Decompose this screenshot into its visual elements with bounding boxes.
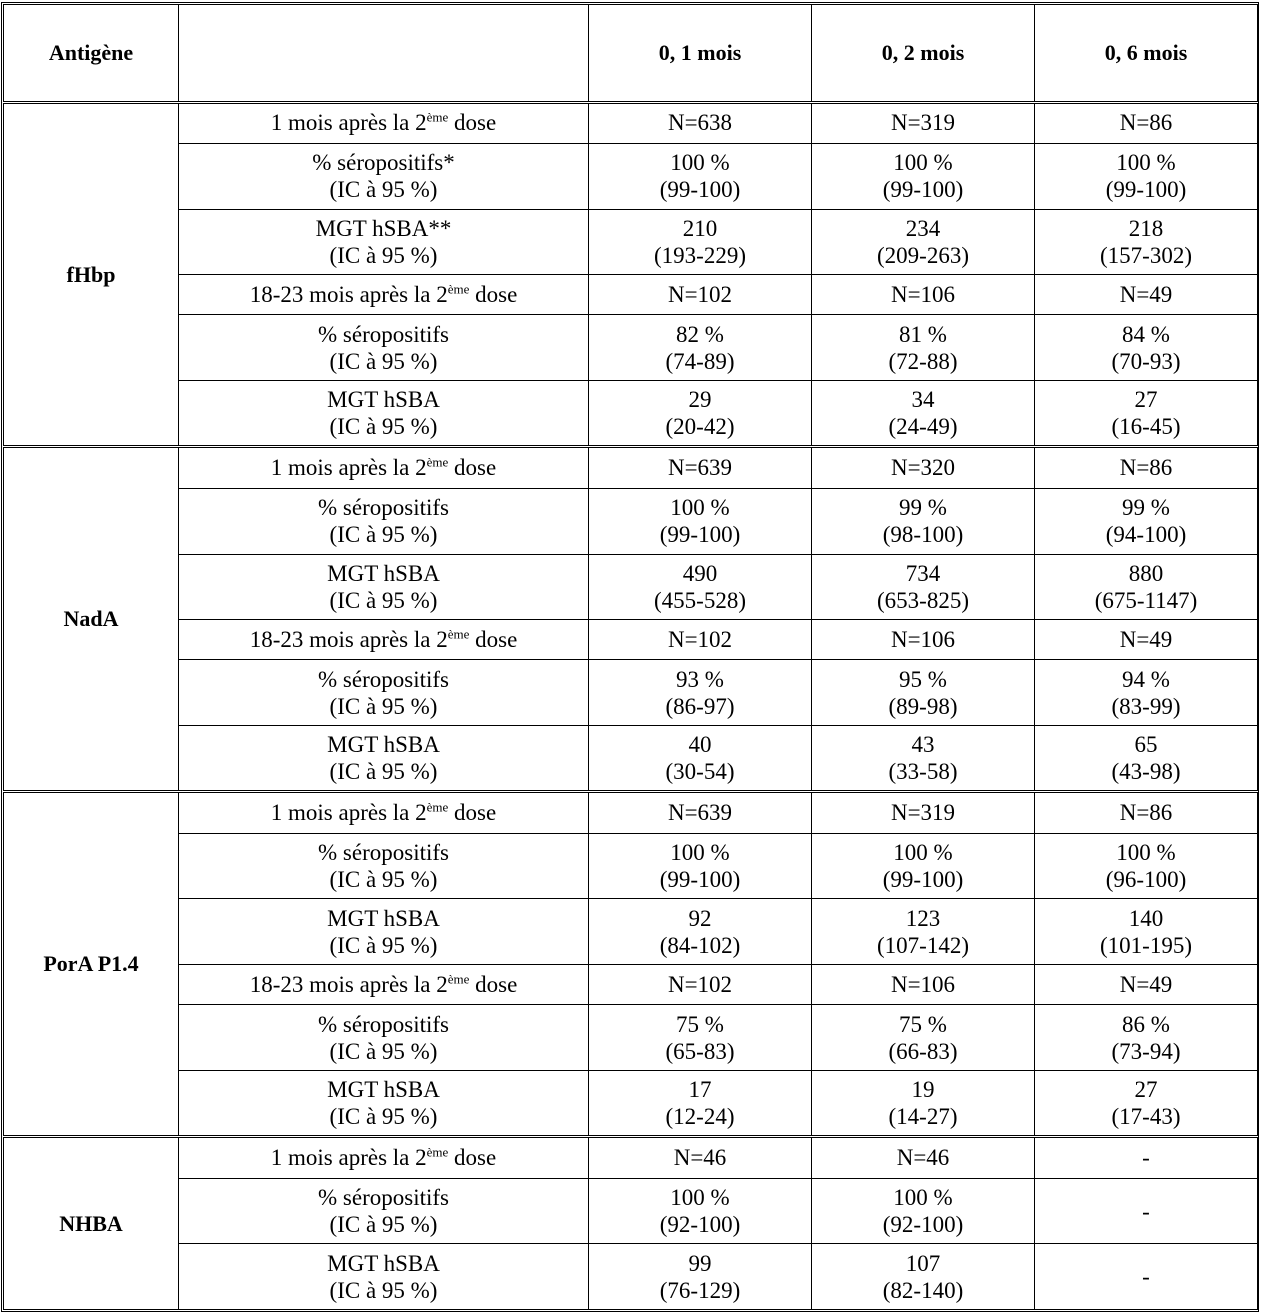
timepoint-label-dose: dose	[469, 281, 518, 307]
seropositive-value-value: 75 %	[676, 1011, 724, 1037]
header-row	[4, 5, 1258, 103]
mgt-label-value: MGT hSBA	[327, 560, 440, 586]
mgt-value-value: 27	[1134, 387, 1158, 413]
antigen-name: PorA P1.4	[4, 792, 179, 1137]
mgt-value-ci: (12-24)	[665, 1104, 735, 1130]
seropositive-value-value: 86 %	[1122, 1011, 1170, 1037]
seropositive-value	[589, 144, 812, 209]
seropositive-value	[589, 834, 812, 899]
seropositive-value-value: 100 %	[1116, 840, 1176, 866]
table-row	[4, 899, 1258, 964]
timepoint-label-text: 18-23 mois après la 2	[249, 281, 448, 307]
mgt-value	[589, 380, 812, 447]
seropositive-value-ci: (65-83)	[665, 1038, 735, 1064]
antigen-name: NadA	[4, 447, 179, 792]
n-count: N=46	[812, 1137, 1035, 1179]
seropositive-value-value: 100 %	[1116, 150, 1176, 176]
mgt-value-ci: (107-142)	[877, 932, 969, 958]
seropositive-value-value: 100 %	[893, 150, 953, 176]
mgt-label-ci: (IC à 95 %)	[329, 759, 438, 785]
mgt-value-value: 27	[1134, 1077, 1158, 1103]
timepoint-label-dose: dose	[448, 110, 497, 136]
timepoint-label	[179, 275, 589, 315]
mgt-label-value: MGT hSBA	[327, 1077, 440, 1103]
timepoint-label-superscript: ème	[426, 454, 449, 470]
seropositive-value	[812, 834, 1035, 899]
mgt-label-value: MGT hSBA	[327, 905, 440, 931]
mgt-value	[1035, 1070, 1258, 1137]
seropositive-value-value: 93 %	[676, 666, 724, 692]
seropositive-label-ci: (IC à 95 %)	[329, 693, 438, 719]
mgt-value-ci: (193-229)	[654, 242, 746, 268]
n-count: N=106	[812, 964, 1035, 1004]
n-count: N=86	[1035, 447, 1258, 489]
seropositive-value	[1035, 1005, 1258, 1070]
n-count: N=319	[812, 102, 1035, 144]
seropositive-value-value: 100 %	[893, 840, 953, 866]
seropositive-label-ci: (IC à 95 %)	[329, 177, 438, 203]
seropositive-value-value: 81 %	[899, 321, 947, 347]
seropositive-value	[1035, 144, 1258, 209]
n-count: N=49	[1035, 275, 1258, 315]
table-row	[4, 144, 1258, 209]
seropositive-value-value: 82 %	[676, 321, 724, 347]
antigen-name: NHBA	[4, 1137, 179, 1310]
table-row	[4, 275, 1258, 315]
table-row	[4, 1244, 1258, 1310]
table-row	[4, 315, 1258, 380]
mgt-label-ci: (IC à 95 %)	[329, 587, 438, 613]
n-count: N=106	[812, 619, 1035, 659]
mgt-value-ci: (82-140)	[882, 1277, 964, 1303]
seropositive-value-ci: (66-83)	[888, 1038, 958, 1064]
seropositive-label-ci: (IC à 95 %)	[329, 1212, 438, 1238]
antigen-name: fHbp	[4, 102, 179, 447]
seropositive-value-ci: (99-100)	[659, 867, 741, 893]
seropositive-value-ci: (70-93)	[1111, 348, 1181, 374]
timepoint-label	[179, 447, 589, 489]
n-count: N=106	[812, 275, 1035, 315]
mgt-value	[812, 209, 1035, 274]
mgt-value-value: 19	[911, 1077, 935, 1103]
mgt-value-value: 210	[682, 215, 718, 241]
mgt-value-value: 107	[905, 1250, 941, 1276]
seropositive-label-ci: (IC à 95 %)	[329, 348, 438, 374]
seropositive-value-ci: (99-100)	[882, 867, 964, 893]
n-count: N=319	[812, 792, 1035, 834]
seropositive-value	[1035, 489, 1258, 554]
timepoint-label-superscript: ème	[447, 626, 470, 642]
mgt-value-ci: (33-58)	[888, 759, 958, 785]
seropositive-value-ci: (92-100)	[659, 1212, 741, 1238]
seropositive-value-ci: (98-100)	[882, 522, 964, 548]
mgt-value-value: 40	[688, 732, 712, 758]
table-row	[4, 725, 1258, 792]
timepoint-label-dose: dose	[448, 1145, 497, 1171]
timepoint-label	[179, 792, 589, 834]
timepoint-label-dose: dose	[469, 971, 518, 997]
table-row	[4, 447, 1258, 489]
seropositive-label-ci: (IC à 95 %)	[329, 1038, 438, 1064]
timepoint-label-text: 18-23 mois après la 2	[249, 626, 448, 652]
seropositive-value-ci: (99-100)	[1105, 177, 1187, 203]
mgt-value	[812, 899, 1035, 964]
seropositive-value-value: 94 %	[1122, 666, 1170, 692]
seropositive-label-value: % séropositifs	[318, 666, 449, 692]
n-count: N=102	[589, 964, 812, 1004]
mgt-label-value: MGT hSBA**	[315, 215, 452, 241]
mgt-value	[812, 1244, 1035, 1310]
timepoint-label-superscript: ème	[447, 970, 470, 986]
seropositive-value-ci: (86-97)	[665, 693, 735, 719]
mgt-value-ci: (157-302)	[1100, 242, 1192, 268]
timepoint-label-superscript: ème	[426, 109, 449, 125]
n-count: N=86	[1035, 102, 1258, 144]
seropositive-value-value: 99 %	[899, 495, 947, 521]
seropositive-value	[812, 1005, 1035, 1070]
mgt-value-value: 65	[1134, 732, 1158, 758]
mgt-value-ci: (209-263)	[877, 242, 969, 268]
n-count: N=46	[589, 1137, 812, 1179]
seropositive-label-value: % séropositifs	[318, 1185, 449, 1211]
timepoint-label-superscript: ème	[426, 799, 449, 815]
mgt-value	[589, 1244, 812, 1310]
mgt-value-value: 490	[682, 560, 718, 586]
seropositive-value	[812, 489, 1035, 554]
mgt-value-value: 734	[905, 560, 941, 586]
timepoint-label	[179, 1137, 589, 1179]
seropositive-value-value: 95 %	[899, 666, 947, 692]
mgt-value-ci: (76-129)	[659, 1277, 741, 1303]
seropositive-label-ci: (IC à 95 %)	[329, 522, 438, 548]
mgt-label	[179, 899, 589, 964]
seropositive-value-ci: (89-98)	[888, 693, 958, 719]
seropositive-value-ci: (99-100)	[659, 522, 741, 548]
seropositive-label	[179, 660, 589, 725]
seropositive-value-ci: (92-100)	[882, 1212, 964, 1238]
seropositive-value-value: 75 %	[899, 1011, 947, 1037]
table-row	[4, 489, 1258, 554]
seropositive-value	[1035, 660, 1258, 725]
seropositive-value-value: 99 %	[1122, 495, 1170, 521]
mgt-label-ci: (IC à 95 %)	[329, 414, 438, 440]
mgt-value	[589, 899, 812, 964]
mgt-value	[1035, 209, 1258, 274]
timepoint-label-dose: dose	[448, 455, 497, 481]
mgt-label	[179, 380, 589, 447]
seropositive-label	[179, 144, 589, 209]
seropositive-value-value: 100 %	[670, 1185, 730, 1211]
mgt-value-ci: (101-195)	[1100, 932, 1192, 958]
n-count: N=102	[589, 619, 812, 659]
n-count: N=49	[1035, 619, 1258, 659]
seropositive-value-ci: (99-100)	[882, 177, 964, 203]
mgt-value-ci: (24-49)	[888, 414, 958, 440]
timepoint-label-superscript: ème	[447, 281, 470, 297]
seropositive-value	[812, 660, 1035, 725]
table-row	[4, 554, 1258, 619]
header-blank	[179, 5, 589, 103]
table-row	[4, 792, 1258, 834]
n-count: N=320	[812, 447, 1035, 489]
mgt-value-value: 43	[911, 732, 935, 758]
seropositive-label	[179, 1178, 589, 1243]
timepoint-label-text: 1 mois après la 2	[270, 800, 427, 826]
seropositive-value	[812, 315, 1035, 380]
table-row	[4, 834, 1258, 899]
seropositive-value-ci: (99-100)	[659, 177, 741, 203]
mgt-value	[812, 725, 1035, 792]
mgt-label	[179, 1070, 589, 1137]
n-count: N=49	[1035, 964, 1258, 1004]
seropositive-value-value: 100 %	[670, 495, 730, 521]
seropositive-value	[589, 315, 812, 380]
seropositive-label	[179, 834, 589, 899]
mgt-value-value: 123	[905, 905, 941, 931]
mgt-value-value: 880	[1128, 560, 1164, 586]
seropositive-value-ci: (74-89)	[665, 348, 735, 374]
table-row	[4, 380, 1258, 447]
mgt-value	[1035, 554, 1258, 619]
mgt-value-ci: (455-528)	[654, 587, 746, 613]
seropositive-value	[812, 1178, 1035, 1243]
mgt-value	[589, 1070, 812, 1137]
mgt-value-value: -	[1142, 1264, 1150, 1290]
table-row	[4, 619, 1258, 659]
timepoint-label-text: 1 mois après la 2	[270, 455, 427, 481]
timepoint-label-text: 1 mois après la 2	[270, 1145, 427, 1171]
mgt-value-ci: (43-98)	[1111, 759, 1181, 785]
n-count: N=639	[589, 447, 812, 489]
seropositive-label	[179, 489, 589, 554]
seropositive-value-value: 100 %	[670, 840, 730, 866]
mgt-label	[179, 725, 589, 792]
seropositive-label-value: % séropositifs	[318, 1011, 449, 1037]
seropositive-label-value: % séropositifs	[318, 495, 449, 521]
mgt-label-ci: (IC à 95 %)	[329, 242, 438, 268]
timepoint-label-dose: dose	[469, 626, 518, 652]
seropositive-value-ci: (96-100)	[1105, 867, 1187, 893]
mgt-value	[812, 554, 1035, 619]
timepoint-label-text: 1 mois après la 2	[270, 110, 427, 136]
mgt-value-ci: (14-27)	[888, 1104, 958, 1130]
seropositive-value	[589, 1005, 812, 1070]
n-count: N=102	[589, 275, 812, 315]
mgt-value-ci: (30-54)	[665, 759, 735, 785]
seropositive-value	[1035, 315, 1258, 380]
mgt-value-ci: (84-102)	[659, 932, 741, 958]
table-row	[4, 964, 1258, 1004]
mgt-value-ci: (17-43)	[1111, 1104, 1181, 1130]
mgt-value	[1035, 725, 1258, 792]
seropositive-value-ci: (73-94)	[1111, 1038, 1181, 1064]
n-count: N=639	[589, 792, 812, 834]
seropositive-value-value: -	[1142, 1198, 1150, 1224]
seropositive-value	[1035, 834, 1258, 899]
seropositive-label-value: % séropositifs*	[312, 150, 455, 176]
n-count: N=86	[1035, 792, 1258, 834]
timepoint-label-text: 18-23 mois après la 2	[249, 971, 448, 997]
mgt-label	[179, 554, 589, 619]
mgt-value-value: 92	[688, 905, 712, 931]
mgt-value-value: 29	[688, 387, 712, 413]
mgt-label-value: MGT hSBA	[327, 1250, 440, 1276]
seropositive-value	[1035, 1178, 1258, 1243]
table-row	[4, 1070, 1258, 1137]
mgt-label-value: MGT hSBA	[327, 387, 440, 413]
mgt-value	[1035, 380, 1258, 447]
mgt-value	[589, 725, 812, 792]
mgt-label-value: MGT hSBA	[327, 732, 440, 758]
mgt-value-value: 34	[911, 387, 935, 413]
table-row	[4, 1005, 1258, 1070]
mgt-value	[589, 209, 812, 274]
header-schedule-0-6: 0, 6 mois	[1035, 5, 1258, 103]
mgt-label	[179, 209, 589, 274]
mgt-value	[589, 554, 812, 619]
mgt-label-ci: (IC à 95 %)	[329, 1277, 438, 1303]
seropositive-value	[812, 144, 1035, 209]
mgt-value	[1035, 899, 1258, 964]
table-row	[4, 102, 1258, 144]
mgt-value-value: 99	[688, 1250, 712, 1276]
mgt-value	[1035, 1244, 1258, 1310]
mgt-value-ci: (20-42)	[665, 414, 735, 440]
seropositive-value-value: 100 %	[893, 1185, 953, 1211]
timepoint-label	[179, 964, 589, 1004]
mgt-value-value: 140	[1128, 905, 1164, 931]
seropositive-label-ci: (IC à 95 %)	[329, 867, 438, 893]
timepoint-label-dose: dose	[448, 800, 497, 826]
header-schedule-0-1: 0, 1 mois	[589, 5, 812, 103]
seropositive-label	[179, 315, 589, 380]
mgt-label-ci: (IC à 95 %)	[329, 1104, 438, 1130]
timepoint-label	[179, 102, 589, 144]
seropositive-value-value: 84 %	[1122, 321, 1170, 347]
header-antigen: Antigène	[4, 5, 179, 103]
seropositive-value-value: 100 %	[670, 150, 730, 176]
mgt-value-value: 234	[905, 215, 941, 241]
table-row	[4, 1178, 1258, 1243]
seropositive-value-ci: (72-88)	[888, 348, 958, 374]
seropositive-value	[589, 660, 812, 725]
mgt-value-ci: (653-825)	[877, 587, 969, 613]
table-row	[4, 660, 1258, 725]
mgt-label	[179, 1244, 589, 1310]
n-count: N=638	[589, 102, 812, 144]
table-row	[4, 1137, 1258, 1179]
seropositive-value	[589, 1178, 812, 1243]
mgt-value-value: 218	[1128, 215, 1164, 241]
mgt-value-ci: (675-1147)	[1094, 587, 1198, 613]
seropositive-label-value: % séropositifs	[318, 321, 449, 347]
immunogenicity-table	[3, 4, 1258, 1310]
mgt-value-ci: (16-45)	[1111, 414, 1181, 440]
mgt-value	[812, 380, 1035, 447]
mgt-value	[812, 1070, 1035, 1137]
table-row	[4, 209, 1258, 274]
seropositive-label-value: % séropositifs	[318, 840, 449, 866]
seropositive-value-ci: (83-99)	[1111, 693, 1181, 719]
header-schedule-0-2: 0, 2 mois	[812, 5, 1035, 103]
mgt-value-value: 17	[688, 1077, 712, 1103]
mgt-label-ci: (IC à 95 %)	[329, 932, 438, 958]
seropositive-value-ci: (94-100)	[1105, 522, 1187, 548]
timepoint-label	[179, 619, 589, 659]
timepoint-label-superscript: ème	[426, 1144, 449, 1160]
seropositive-label	[179, 1005, 589, 1070]
n-count: -	[1035, 1137, 1258, 1179]
seropositive-value	[589, 489, 812, 554]
